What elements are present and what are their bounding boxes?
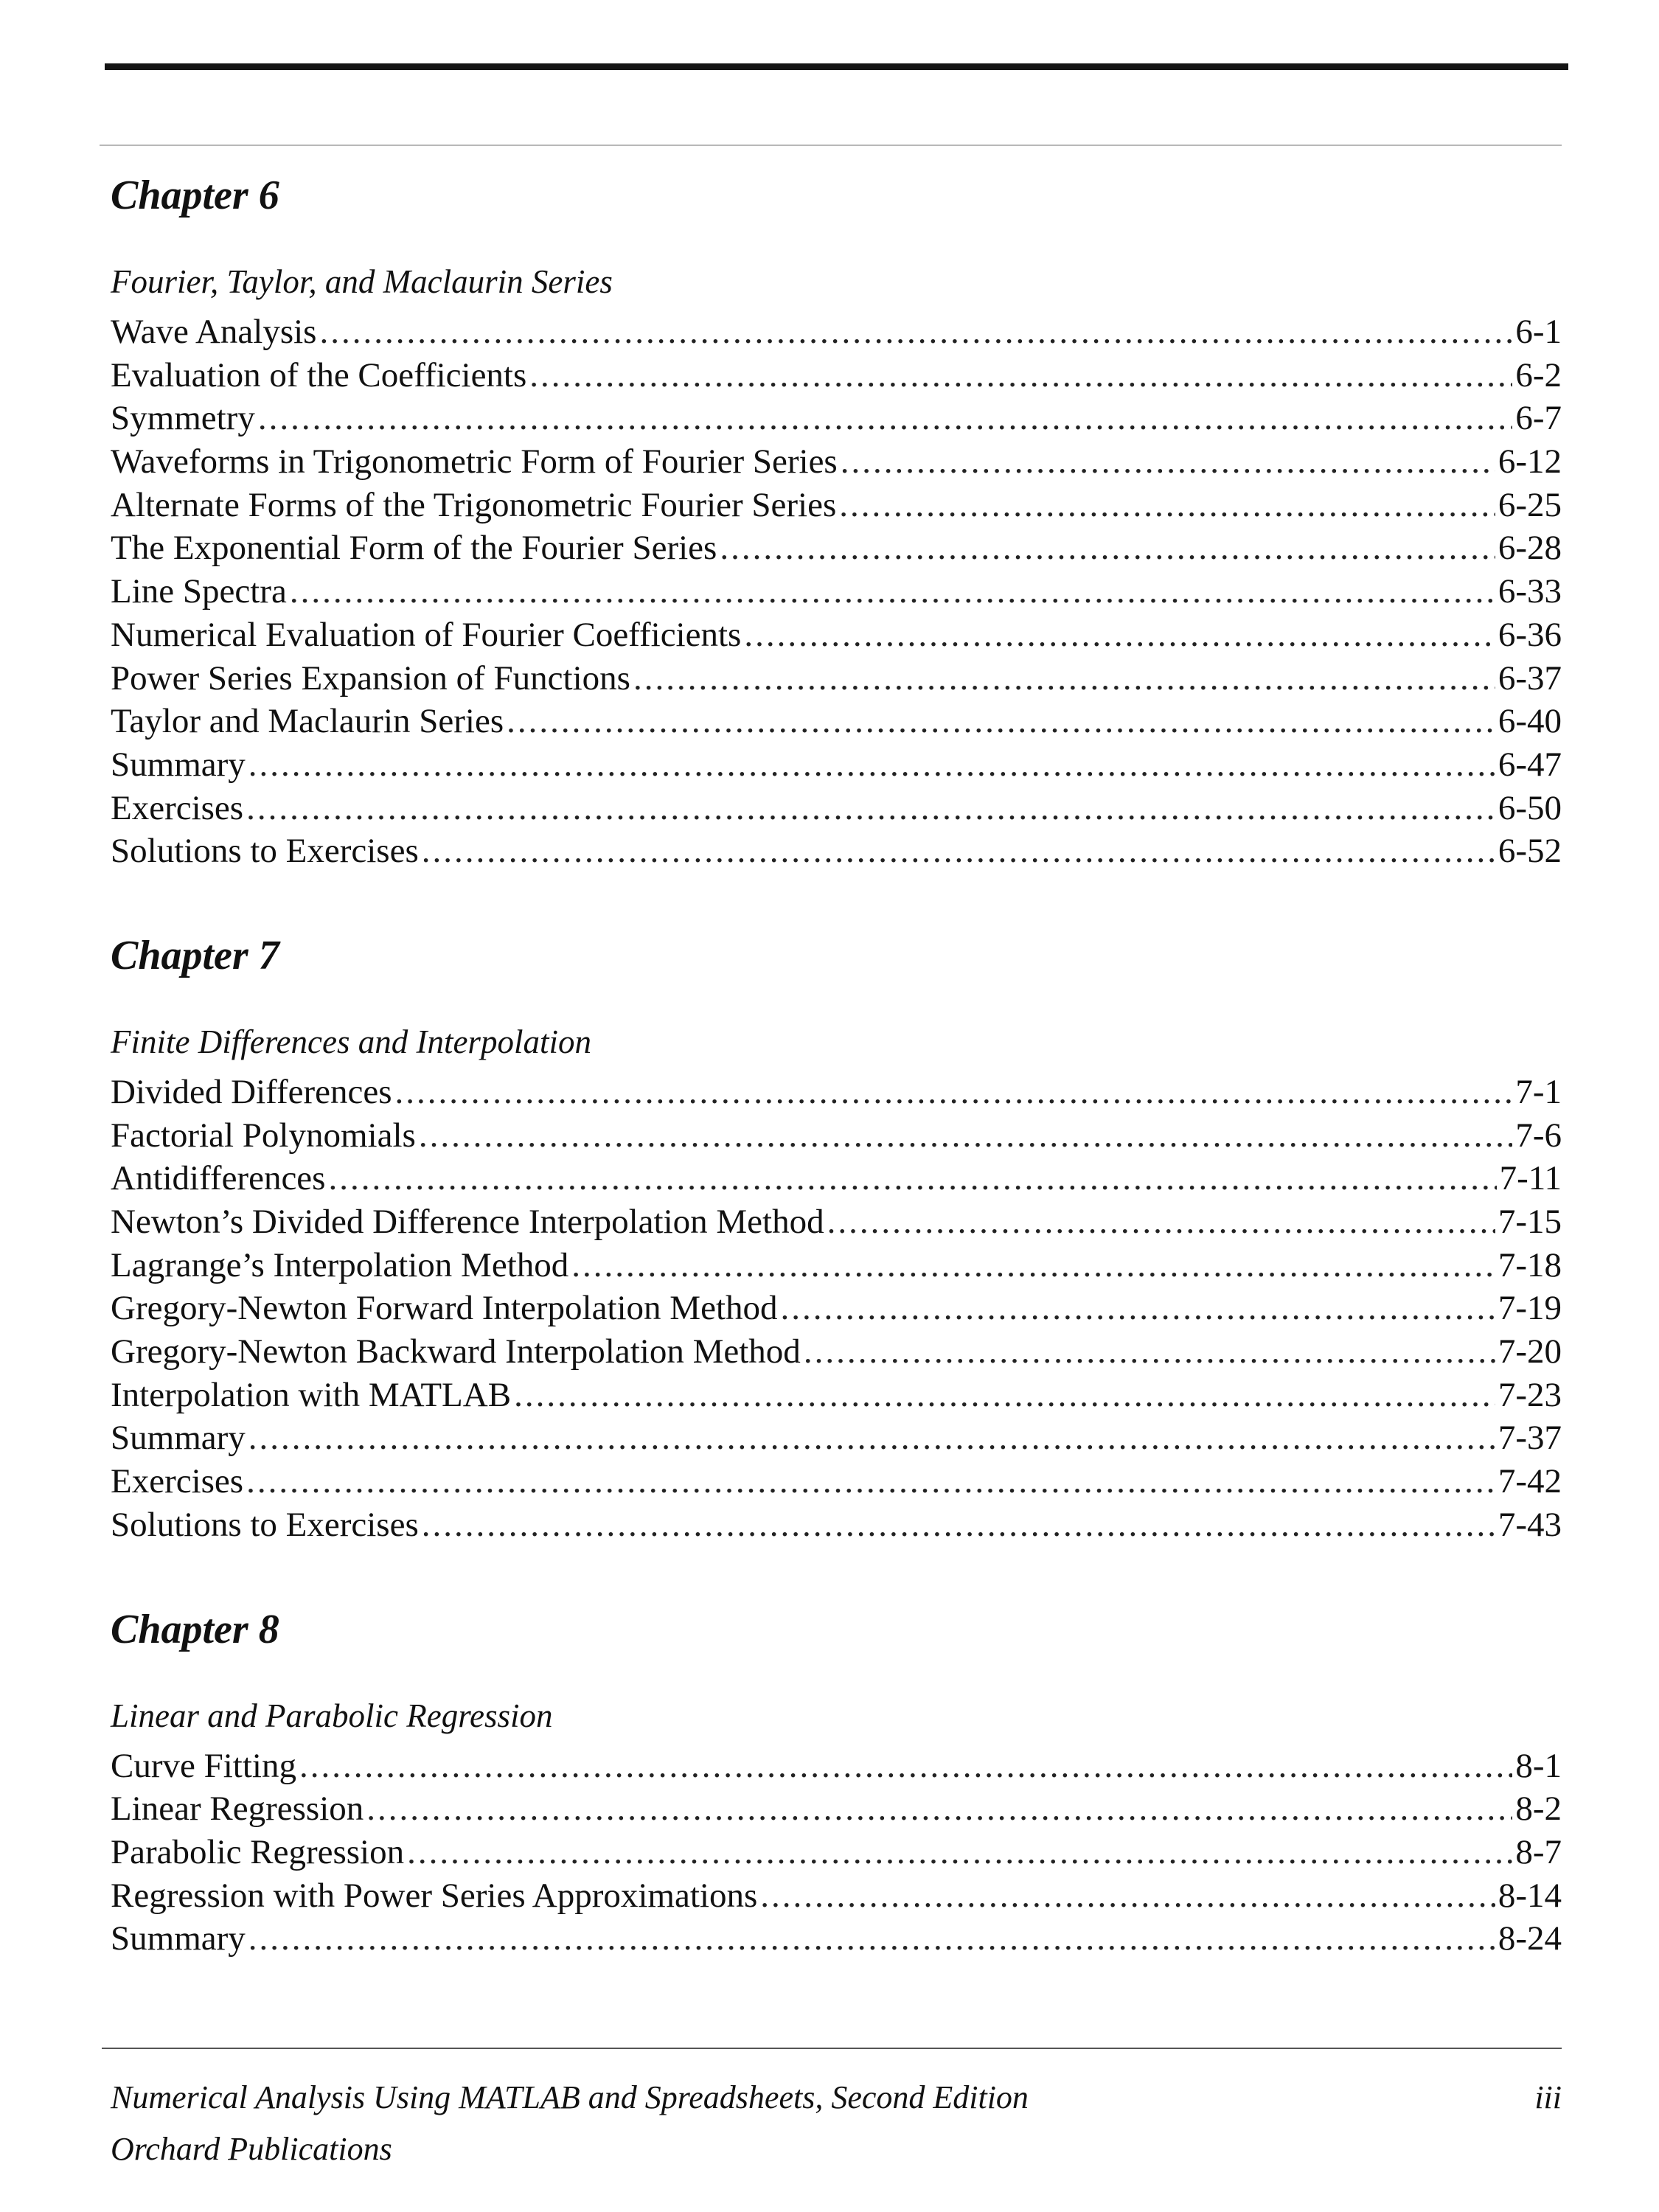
- leader-dots: [419, 1114, 1513, 1158]
- leader-dots: [366, 1787, 1512, 1831]
- leader-dots: [760, 1874, 1495, 1918]
- toc-entry: [111, 397, 1562, 440]
- toc-entry-page: 8-1: [1515, 1746, 1562, 1785]
- leader-dots: [328, 1157, 1496, 1200]
- toc-entry: [111, 1503, 1562, 1547]
- toc-entry-page: 7-37: [1498, 1419, 1562, 1458]
- leader-dots: [422, 830, 1495, 873]
- toc-entry-page: 8-14: [1498, 1876, 1562, 1915]
- toc-entry-page: 6-47: [1498, 745, 1562, 784]
- toc-entry-page: 6-1: [1515, 313, 1562, 351]
- leader-dots: [827, 1200, 1495, 1244]
- leader-dots: [290, 570, 1495, 613]
- leader-dots: [744, 613, 1495, 657]
- leader-dots: [248, 1416, 1495, 1460]
- toc-entry: [111, 657, 1562, 700]
- toc-entry-title: Exercises: [111, 1462, 244, 1501]
- table-of-contents: [111, 166, 1562, 2014]
- leader-dots: [395, 1071, 1513, 1114]
- toc-entry-page: 7-1: [1515, 1072, 1562, 1111]
- toc-entry: [111, 526, 1562, 570]
- toc-entry-title: Regression with Power Series Approximations: [111, 1876, 758, 1915]
- toc-entry-page: 6-2: [1515, 355, 1562, 394]
- chapter-subtitle: Fourier, Taylor, and Maclaurin Series: [111, 263, 613, 300]
- leader-dots: [633, 657, 1495, 700]
- toc-entry-title: Symmetry: [111, 399, 255, 438]
- chapter-subtitle: Linear and Parabolic Regression: [111, 1697, 553, 1734]
- toc-entry-title: Antidifferences: [111, 1159, 326, 1198]
- toc-entry-title: Curve Fitting: [111, 1746, 296, 1785]
- toc-entry-page: 6-25: [1498, 485, 1562, 524]
- toc-entry-page: 6-52: [1498, 832, 1562, 871]
- top-rule: [105, 63, 1568, 70]
- toc-entry-page: 7-6: [1515, 1116, 1562, 1155]
- toc-entry: [111, 700, 1562, 743]
- toc-entry-title: Line Spectra: [111, 572, 287, 611]
- toc-entry: [111, 354, 1562, 397]
- toc-entry-title: Solutions to Exercises: [111, 1505, 419, 1544]
- toc-entry-page: 6-40: [1498, 702, 1562, 741]
- leader-dots: [246, 1460, 1495, 1503]
- leader-dots: [248, 743, 1495, 787]
- toc-entry-page: 6-33: [1498, 572, 1562, 611]
- page-footer: [111, 2072, 1562, 2175]
- toc-entry-page: 7-15: [1498, 1203, 1562, 1241]
- toc-entry-page: 7-18: [1498, 1245, 1562, 1284]
- toc-entry: [111, 440, 1562, 484]
- toc-entry-title: Summary: [111, 1919, 246, 1958]
- toc-entry-page: 8-7: [1515, 1832, 1562, 1871]
- chapter-heading: Chapter 6: [111, 173, 279, 218]
- leader-dots: [258, 397, 1513, 440]
- toc-entry: [111, 310, 1562, 354]
- toc-entry-title: Power Series Expansion of Functions: [111, 658, 630, 698]
- toc-entry-title: Divided Differences: [111, 1072, 392, 1111]
- toc-entry-title: Exercises: [111, 788, 244, 827]
- leader-dots: [571, 1244, 1495, 1287]
- book-title: Numerical Analysis Using MATLAB and Spreadsheets, Second Edition: [111, 2079, 1029, 2115]
- leader-dots: [839, 484, 1495, 527]
- leader-dots: [407, 1831, 1512, 1874]
- toc-entry-page: 7-43: [1498, 1505, 1562, 1544]
- toc-entry: [111, 1071, 1562, 1114]
- toc-entry: [111, 484, 1562, 527]
- toc-entry: [111, 1200, 1562, 1244]
- leader-dots: [299, 1745, 1512, 1788]
- toc-entry-page: 7-19: [1498, 1289, 1562, 1328]
- toc-entry-title: Gregory-Newton Backward Interpolation Method: [111, 1332, 801, 1371]
- toc-entry: [111, 1287, 1562, 1330]
- toc-list: [111, 1071, 1562, 1547]
- toc-entry-page: 6-28: [1498, 529, 1562, 568]
- toc-entry-title: The Exponential Form of the Fourier Series: [111, 529, 717, 568]
- toc-entry: [111, 1330, 1562, 1374]
- toc-entry-title: Summary: [111, 745, 246, 784]
- chapter-7-section: [111, 926, 1562, 1547]
- page-number: iii: [1534, 2079, 1562, 2115]
- toc-entry-page: 7-23: [1498, 1375, 1562, 1414]
- toc-entry: [111, 830, 1562, 873]
- toc-entry: [111, 1787, 1562, 1831]
- toc-entry: [111, 1917, 1562, 1961]
- toc-entry-page: 6-37: [1498, 658, 1562, 698]
- leader-dots: [246, 787, 1495, 830]
- toc-entry: [111, 1745, 1562, 1788]
- toc-entry: [111, 1114, 1562, 1158]
- toc-entry: [111, 1460, 1562, 1503]
- leader-dots: [248, 1917, 1495, 1961]
- toc-entry-page: 6-36: [1498, 615, 1562, 654]
- toc-entry: [111, 613, 1562, 657]
- toc-entry-title: Waveforms in Trigonometric Form of Fourier Series: [111, 442, 838, 481]
- toc-entry-title: Summary: [111, 1419, 246, 1458]
- toc-entry-title: Numerical Evaluation of Fourier Coefficients: [111, 615, 742, 654]
- chapter-heading: Chapter 8: [111, 1606, 279, 1652]
- chapter-heading: Chapter 7: [111, 932, 279, 978]
- chapter-subtitle: Finite Differences and Interpolation: [111, 1023, 591, 1060]
- toc-entry-page: 8-2: [1515, 1790, 1562, 1829]
- toc-entry-title: Newton’s Divided Difference Interpolation Method: [111, 1203, 824, 1241]
- leader-dots: [804, 1330, 1495, 1374]
- toc-entry-title: Solutions to Exercises: [111, 832, 419, 871]
- leader-dots: [319, 310, 1512, 354]
- toc-entry-page: 6-50: [1498, 788, 1562, 827]
- toc-entry-title: Lagrange’s Interpolation Method: [111, 1245, 569, 1284]
- toc-entry: [111, 1874, 1562, 1918]
- toc-entry-title: Interpolation with MATLAB: [111, 1375, 512, 1414]
- toc-entry: [111, 1157, 1562, 1200]
- toc-entry-title: Factorial Polynomials: [111, 1116, 416, 1155]
- footer-publisher-line: [111, 2124, 1562, 2175]
- toc-entry: [111, 570, 1562, 613]
- toc-entry-page: 7-11: [1499, 1159, 1562, 1198]
- chapter-8-section: [111, 1600, 1562, 1961]
- toc-entry: [111, 1244, 1562, 1287]
- toc-entry: [111, 1831, 1562, 1874]
- header-rule: [100, 145, 1562, 146]
- toc-entry-title: Wave Analysis: [111, 313, 317, 351]
- toc-entry-page: 6-12: [1498, 442, 1562, 481]
- leader-dots: [507, 700, 1495, 743]
- toc-entry: [111, 787, 1562, 830]
- toc-entry: [111, 743, 1562, 787]
- footer-rule: [102, 2048, 1562, 2049]
- toc-entry-page: 6-7: [1515, 399, 1562, 438]
- leader-dots: [529, 354, 1512, 397]
- leader-dots: [841, 440, 1495, 484]
- footer-title-line: [111, 2072, 1562, 2124]
- toc-entry-title: Parabolic Regression: [111, 1832, 405, 1871]
- toc-entry-title: Alternate Forms of the Trigonometric Fourier Series: [111, 485, 837, 524]
- toc-list: [111, 1745, 1562, 1961]
- chapter-6-section: [111, 166, 1562, 873]
- toc-entry-title: Gregory-Newton Forward Interpolation Method: [111, 1289, 778, 1328]
- publisher: Orchard Publications: [111, 2131, 392, 2167]
- toc-list: [111, 310, 1562, 873]
- leader-dots: [514, 1374, 1495, 1417]
- leader-dots: [720, 526, 1495, 570]
- toc-entry-page: 8-24: [1498, 1919, 1562, 1958]
- leader-dots: [781, 1287, 1495, 1330]
- toc-entry: [111, 1416, 1562, 1460]
- toc-entry-page: 7-42: [1498, 1462, 1562, 1501]
- leader-dots: [422, 1503, 1495, 1547]
- toc-entry-title: Evaluation of the Coefficients: [111, 355, 527, 394]
- toc-entry-title: Linear Regression: [111, 1790, 364, 1829]
- toc-entry-title: Taylor and Maclaurin Series: [111, 702, 504, 741]
- toc-entry-page: 7-20: [1498, 1332, 1562, 1371]
- toc-entry: [111, 1374, 1562, 1417]
